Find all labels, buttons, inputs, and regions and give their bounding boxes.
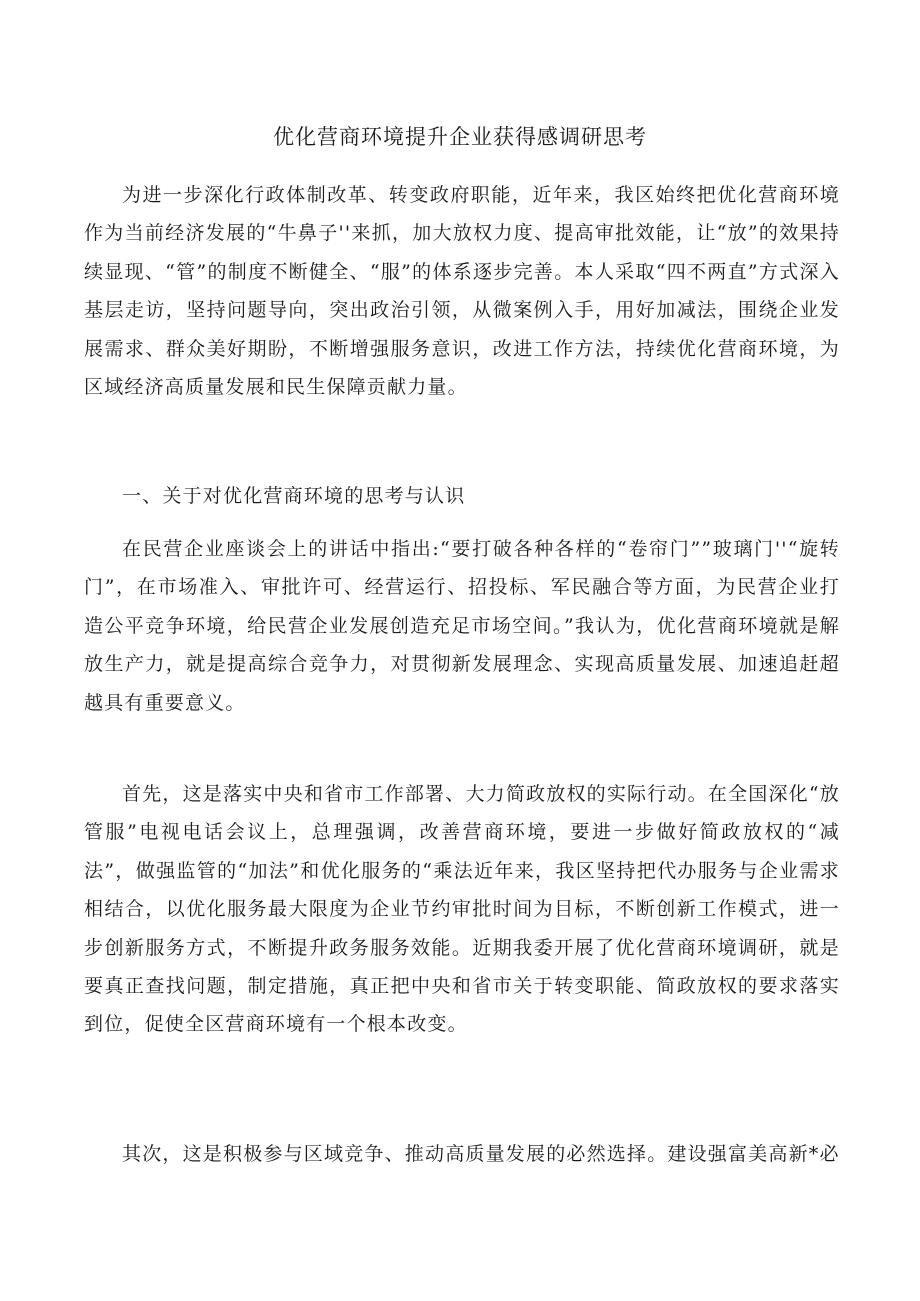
section-heading: 一、关于对优化营商环境的思考与认识 [122,485,466,507]
paragraph-intro: 为进一步深化行政体制改革、转变政府职能，近年来，我区始终把优化营商环境作为当前经济发展的“牛鼻子''来抓，加大放权力度、提高审批效能，让“放”的效果持续显现、“管”的制度不断健全、“服”的体系逐步完善。本人采取“四不两直”方式深入基层走访，坚持问题导向，突出政治引领，从微案例入手，用好加减法，围绕企业发展需求、群众美好期盼，不断增强服务意识，改进工作方法，持续优化营商环境，为区域经济高质量发展和民生保障贡献力量。 [84,184,840,399]
document-title: 优化营商环境提升企业获得感调研思考 [273,125,647,149]
paragraph-second-point: 其次，这是积极参与区域竞争、推动高质量发展的必然选择。建设强富美高新*必 [122,1143,840,1165]
paragraph-first-point: 首先，这是落实中央和省市工作部署、大力简政放权的实际行动。在全国深化“放管服”电视电话会议上，总理强调，改善营商环境，要进一步做好简政放权的“减法”，做强监管的“加法”和优化服务的“乘法近年来，我区坚持把代办服务与企业需求相结合，以优化服务最大限度为企业节约审批时间为目标，不断创新工作模式，进一步创新服务方式，不断提升政务服务效能。近期我委开展了优化营商环境调研，就是要真正查找问题，制定措施，真正把中央和省市关于转变职能、简政放权的要求落实到位，促使全区营商环境有一个根本改变。 [84,783,840,1036]
paragraph-speech-quote: 在民营企业座谈会上的讲话中指出:“要打破各种各样的“卷帘门””玻璃门''“旋转门”，在市场准入、审批许可、经营运行、招投标、军民融合等方面，为民营企业打造公平竞争环境，给民营企业发展创造充足市场空间。”我认为，优化营商环境就是解放生产力，就是提高综合竞争力，对贯彻新发展理念、实现高质量发展、加速追赶超越具有重要意义。 [84,538,840,714]
